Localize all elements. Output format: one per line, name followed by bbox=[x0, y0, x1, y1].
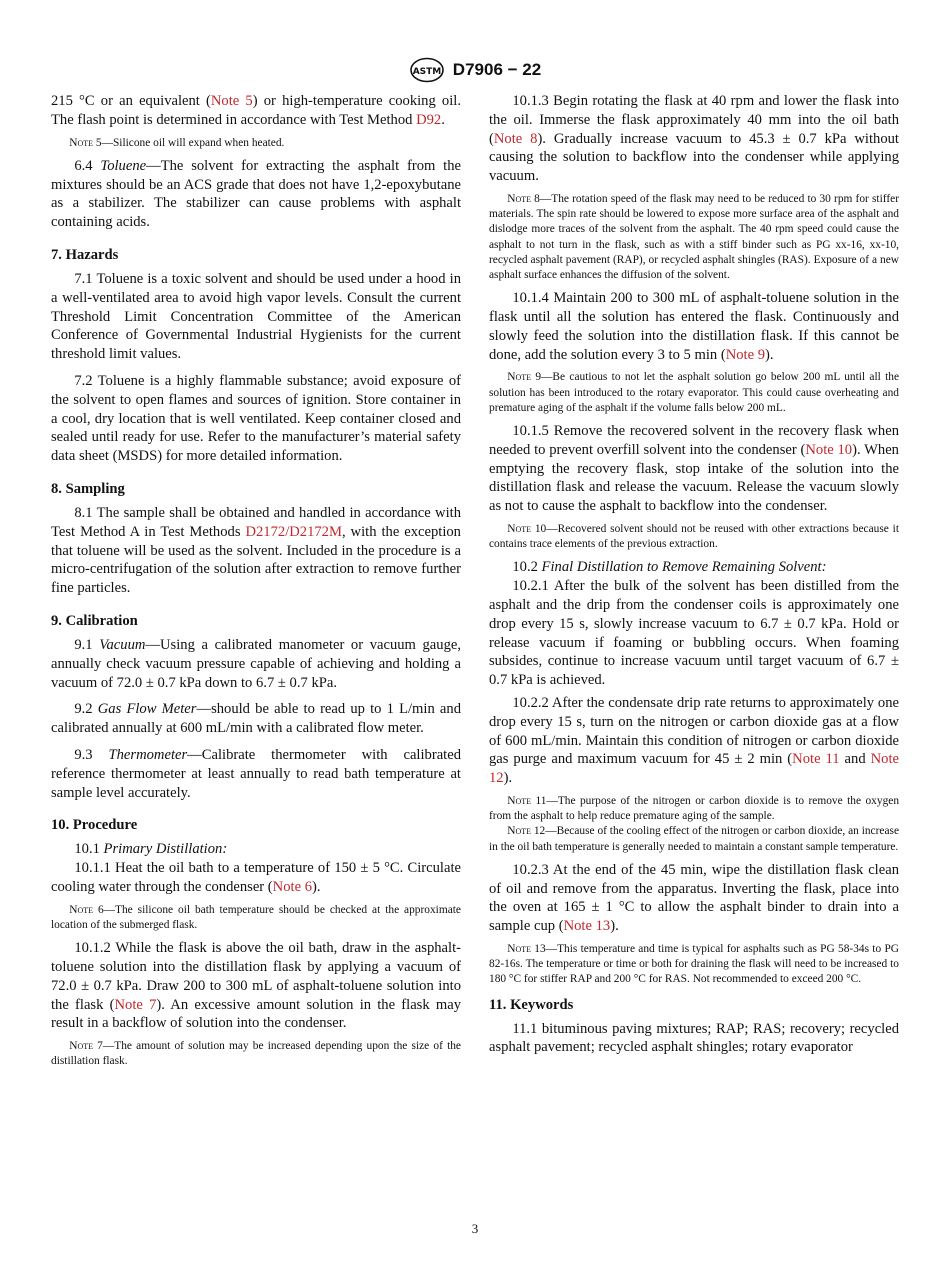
note-9: Note 9—Be cautious to not let the asphalt solution go below 200 mL until all the solution has been introduced to the rotary evaporator. This could cause overheating and premature aging of the asphalt if the volume falls below 200 mL. bbox=[489, 371, 900, 414]
heading-calibration: 9. Calibration bbox=[51, 612, 138, 629]
section-10-1: 10.1 Primary Distillation: bbox=[74, 841, 228, 858]
note-11-link[interactable]: Note 11 bbox=[792, 751, 840, 768]
note-5: Note 5—Silicone oil will expand when heated. bbox=[69, 136, 285, 149]
astm-logo-icon bbox=[409, 57, 445, 83]
right-column bbox=[489, 92, 899, 1061]
note-12-link[interactable]: Note 12 bbox=[489, 751, 899, 787]
note-8: Note 8—The rotation speed of the flask may need to be reduced to 30 rpm for stiffer materials. The spin rate should be lowered to expose more surface area of the asphalt and dislodge more traces of the solvent from the asphalt. The 40 rpm speed could cause the asphalt to not turn in the flask, such as with a stiff binder such as PG xx-16, xx-10, recycled asphalt pavement (RAP), or recycled asphalt shingles (RAS). Exposure of a new asphalt surface enhances the diffusion of the solvent. bbox=[489, 192, 899, 281]
section-10-2: 10.2 Final Distillation to Remove Remaining Solvent: bbox=[512, 559, 827, 576]
section-9-2: 9.2 Gas Flow Meter—should be able to read up to 1 L/min and calibrated annually at 600 mL/min with a calibrated flow meter. bbox=[51, 701, 461, 737]
section-7-2: 7.2 Toluene is a highly flammable substance; avoid exposure of the solvent to open flames and sources of ignition. Store container in a cool, dry location that is well ventilated. Keep container closed and sealed until ready for use. Refer to the manufacturer’s material safety data sheet (MSDS) for more detailed information. bbox=[51, 372, 461, 465]
note-6-link[interactable]: Note 6 bbox=[272, 878, 312, 895]
section-9-1: 9.1 Vacuum—Using a calibrated manometer or vacuum gauge, annually check vacuum pressure capable of achieving and holding a vacuum of 72.0 ± 0.7 kPa down to 6.7 ± 0.7 kPa. bbox=[51, 636, 461, 691]
section-11-1: 11.1 bituminous paving mixtures; RAP; RAS; recovery; recycled asphalt pavement; recycled asphalt shingles; rotary evaporator bbox=[489, 1020, 899, 1056]
section-6-4: 6.4 Toluene—The solvent for extracting the asphalt from the mixtures should be an ACS grade that does not have 1,2-epoxybutane as a stabilizer. The stabilizer can cause problems with asphalt containing acids. bbox=[51, 157, 461, 231]
note-7: Note 7—The amount of solution may be increased depending upon the size of the distillation flask. bbox=[51, 1040, 461, 1068]
heading-hazards: 7. Hazards bbox=[51, 246, 119, 263]
d2172-link[interactable]: D2172/D2172M bbox=[245, 523, 342, 540]
section-8-1: 8.1 The sample shall be obtained and handled in accordance with Test Method A in Test Methods D2172/D2172M, with the exception that toluene will be used as the solvent. Included in the procedure is a micro-centrifugation of the solution after extraction to remove further fine particles. bbox=[51, 504, 461, 597]
heading-keywords: 11. Keywords bbox=[489, 996, 574, 1013]
note-12: Note 12—Because of the cooling effect of the nitrogen or carbon dioxide, an increase in the oil bath temperature is generally needed to maintain a constant sample temperature. bbox=[489, 825, 900, 853]
page-number: 3 bbox=[471, 1221, 479, 1236]
section-10-2-2: 10.2.2 After the condensate drip rate returns to approximately one drop every 15 s, turn on the nitrogen or carbon dioxide gas at a flow of 600 mL/min. Maintain this condition of nitrogen or carbon dioxide gas purge and maximum vacuum for 45 ± 2 min (Note 11 and Note 12). bbox=[489, 694, 899, 787]
heading-sampling: 8. Sampling bbox=[51, 480, 125, 497]
note-9-link[interactable]: Note 9 bbox=[725, 346, 766, 363]
note-13: Note 13—This temperature and time is typical for asphalts such as PG 58-34s to PG 82-16s. The temperature or time or both for draining the flask will need to be increased to 180 °C for stiffer RAP and 200 °C for RAS. Not recommended to exceed 200 °C. bbox=[489, 942, 900, 986]
section-10-2-1: 10.2.1 After the bulk of the solvent has been distilled from the asphalt and the drip from the condenser coils is approximately one drop every 15 s, slowly increase vacuum to 6.7 ± 0.7 kPa. Hold or release vacuum if foaming or bubbling occurs. When foaming subsides, continue to increase vacuum until target vacuum of 6.7 ± 0.7 kPa is achieved. bbox=[489, 578, 899, 689]
section-9-3: 9.3 Thermometer—Calibrate thermometer with calibrated reference thermometer at least annually to read bath temperature at sample level accurately. bbox=[51, 746, 461, 801]
astm-logo-text: ASTM bbox=[412, 67, 442, 77]
section-10-1-4: 10.1.4 Maintain 200 to 300 mL of asphalt-toluene solution in the flask until all the solution has entered the flask. Continuously and slowly feed the solution into the distillation flask. If this cannot be done, add the solution every 3 to 5 min (Note 9). bbox=[489, 290, 899, 363]
section-10-1-1: 10.1.1 Heat the oil bath to a temperature of 150 ± 5 °C. Circulate cooling water through the condenser (Note 6). bbox=[51, 860, 461, 895]
paragraph-continuation: 215 °C or an equivalent (Note 5) or high-temperature cooking oil. The flash point is determined in accordance with Test Method D92. bbox=[51, 93, 461, 128]
left-column bbox=[51, 92, 461, 1076]
note-7-link[interactable]: Note 7 bbox=[114, 996, 157, 1013]
heading-procedure: 10. Procedure bbox=[51, 817, 138, 834]
section-10-1-5: 10.1.5 Remove the recovered solvent in the recovery flask when needed to prevent overfill solvent into the condenser (Note 10). When emptying the recovery flask, stop intake of the solution into the distillation flask and release the vacuum. Release the vacuum slowly as not to cause the asphalt to backflow into the condenser. bbox=[489, 423, 899, 515]
note-8-link[interactable]: Note 8 bbox=[493, 130, 538, 147]
note-10: Note 10—Recovered solvent should not be reused with other extractions because it contains trace elements of the previous extraction. bbox=[489, 522, 900, 551]
section-10-1-2: 10.1.2 While the flask is above the oil bath, draw in the asphalt-toluene solution into the distillation flask by applying a vacuum of 72.0 ± 0.7 kPa. Draw 200 to 300 mL of asphalt-toluene solution into the flask (Note 7). An excessive amount solution in the flask may result in a backflow of solution into the condenser. bbox=[51, 940, 461, 1032]
note-13-link[interactable]: Note 13 bbox=[563, 918, 611, 935]
note-10-link[interactable]: Note 10 bbox=[805, 441, 853, 458]
standard-designation: D7906 − 22 bbox=[452, 60, 542, 79]
section-10-2-3: 10.2.3 At the end of the 45 min, wipe the distillation flask clean of oil and remove from the apparatus. Inverting the flask, place into the oven at 165 ± 1 °C to allow the asphalt binder to drain into a sample cup (Note 13). bbox=[489, 861, 899, 935]
section-10-1-3: 10.1.3 Begin rotating the flask at 40 rpm and lower the flask into the oil. Immerse the flask approximately 40 mm into the oil bath (Note 8). Gradually increase vacuum to 45.3 ± 0.7 kPa without causing the solution to backflow into the condenser while applying vacuum. bbox=[489, 93, 899, 185]
note-5-link[interactable]: Note 5 bbox=[210, 93, 253, 109]
note-11: Note 11—The purpose of the nitrogen or carbon dioxide is to remove the oxygen from the asphalt to help reduce premature aging of the sample. bbox=[489, 794, 900, 823]
note-6: Note 6—The silicone oil bath temperature should be checked at the approximate location of the submerged flask. bbox=[51, 903, 461, 931]
d92-link[interactable]: D92 bbox=[416, 111, 442, 128]
page-header bbox=[0, 55, 950, 85]
section-7-1: 7.1 Toluene is a toxic solvent and should be used under a hood in a well-ventilated area to avoid high vapor levels. Consult the current Threshold Limit Concentration Committee of the American Conference of Governmental Industrial Hygienists for the current threshold limit values. bbox=[51, 270, 461, 363]
